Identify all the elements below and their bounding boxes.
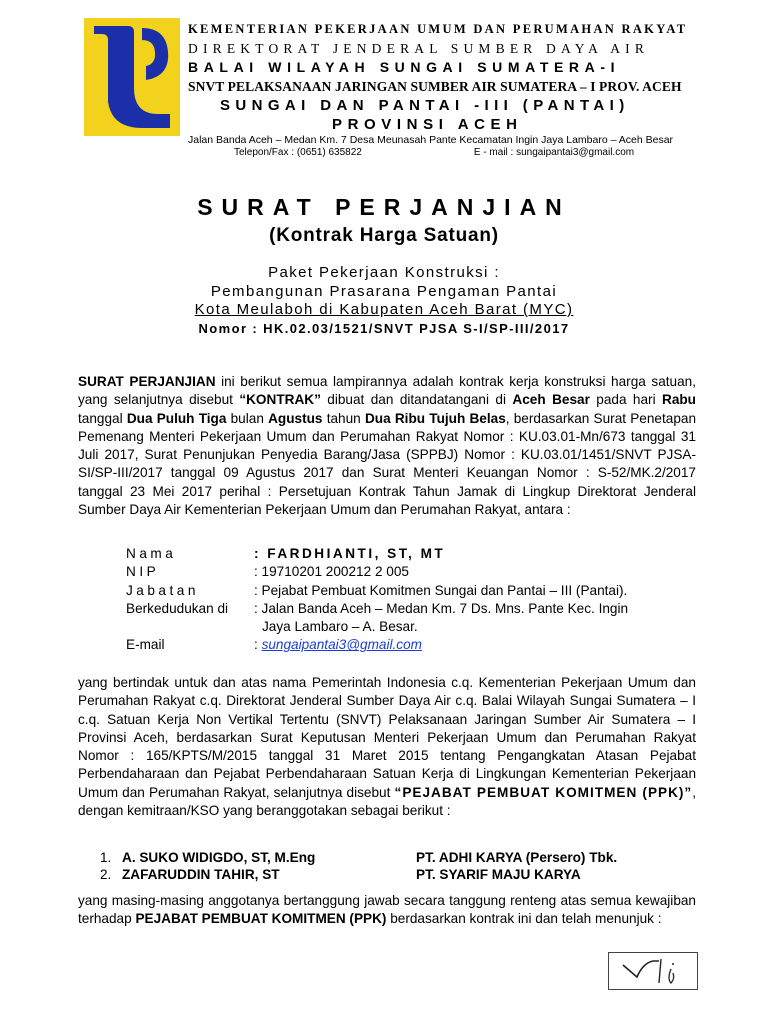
closing-paragraph: yang masing-masing anggotanya bertanggung jawab secara tanggung renteng atas semua kewajiban terhadap PEJABAT PEMBUAT KOMITMEN (PPK) berdasarkan kontrak ini dan telah menunjuk : [78,893,696,927]
snvt-name: SNVT PELAKSANAAN JARINGAN SUMBER AIR SUMATERA – I PROV. ACEH [188,79,682,94]
contract-number: Nomor : HK.02.03/1521/SNVT PJSA S-I/SP-III/2017 [198,320,570,336]
opening-paragraph: SURAT PERJANJIAN ini berikut semua lampirannya adalah kontrak kerja konstruksi harga satuan, yang selanjutnya disebut “KONTRAK” dibuat dan ditandatangani di Aceh Besar pada hari Rabu tanggal Dua Puluh Tiga bulan Agustus tahun Dua Ribu Tujuh Belas, berdasarkan Surat Penetapan Pemenang Menteri Pekerjaan Umum dan Perumahan Rakyat Nomor : KU.03.01-Mn/673 tanggal 31 Juli 2017, Surat Penunjukan Penyedia Barang/Jasa (SPPBJ) Nomor : KU.03.01/1451/SNVT PJSA-SI/SP-III/2017 tanggal 09 Agustus 2017 dan Surat Menteri Keuangan Nomor : S-52/MK.2/2017 tanggal 23 Mei 2017 perihal : Persetujuan Kontrak Tahun Jamak di Lingkup Direktorat Jenderal Sumber Daya Air Kementerian Pekerjaan Umum dan Perumahan Rakyat, antara : [78,374,697,518]
list-item: 1. A. SUKO WIDIGDO, ST, M.Eng PT. ADHI KARYA (Persero) Tbk. [100,850,618,865]
member-name: ZAFARUDDIN TAHIR, ST [122,867,280,882]
field-value: : 19710201 200212 2 005 [254,564,409,580]
letterhead-phone: Telepon/Fax : (0651) 635822 [234,147,362,158]
field-value: : sungaipantai3@gmail.com [254,637,422,653]
authority-paragraph: yang bertindak untuk dan atas nama Pemerintah Indonesia c.q. Kementerian Pekerjaan Umum dan Perumahan Rakyat c.q. Direktorat Jenderal Sumber Daya Air c.q. Balai Wilayah Sungai Sumatera – I c.q. Satuan Kerja Non Vertikal Tertentu (SNVT) Pelaksanaan Jaringan Sumber Air Sumatera – I Provinsi Aceh, berdasarkan Surat Keputusan Menteri Pekerjaan Umum dan Perumahan Rakyat Nomor : 165/KPTS/M/2015 tanggal 31 Maret 2015 tentang Pengangkatan Atasan Pejabat Perbendaharaan dan Pejabat Perbendaharaan Satuan Kerja di Lingkungan Kementerian Pekerjaan Umum dan Perumahan Rakyat, selanjutnya disebut “PEJABAT PEMBUAT KOMITMEN (PPK)”, dengan kemitraan/KSO yang beranggotakan sebagai berikut : [78,675,696,819]
member-company: PT. SYARIF MAJU KARYA [416,867,581,882]
field-label: Jabatan [126,582,199,598]
package-block [0,264,768,338]
letterhead [188,20,710,159]
field-row-nama [126,545,694,563]
kso-members [100,849,617,883]
pupr-logo [84,18,180,136]
field-label: Nama [126,546,177,561]
document-title: SURAT PERJANJIAN [197,194,571,220]
package-label: Paket Pekerjaan Konstruksi : [268,264,500,281]
field-row-jabatan [126,582,694,600]
official-identity [126,545,694,655]
field-value: : FARDHIANTI, ST, MT [254,546,446,561]
letterhead-email: E - mail : sungaipantai3@gmail.com [473,147,635,158]
email-link[interactable]: sungaipantai3@gmail.com [261,637,422,653]
field-label: E-mail [126,637,165,653]
package-name-line2: Kota Meulaboh di Kabupaten Aceh Barat (MYC) [194,301,574,318]
member-name: A. SUKO WIDIGDO, ST, M.Eng [122,850,316,865]
directorate-name: DIREKTORAT JENDERAL SUMBER DAYA AIR [188,41,650,56]
field-row-kedudukan [126,600,694,637]
member-company: PT. ADHI KARYA (Persero) Tbk. [416,850,618,865]
field-value: : Jalan Banda Aceh – Medan Km. 7 Ds. Mns. Pante Kec. Ingin Jaya Lambaro – A. Besar. [254,600,629,635]
list-item: 2. ZAFARUDDIN TAHIR, ST PT. SYARIF MAJU KARYA [100,867,581,882]
field-value: : Pejabat Pembuat Komitmen Sungai dan Pantai – III (Pantai). [254,582,628,598]
balai-name: BALAI WILAYAH SUNGAI SUMATERA-I [188,59,621,75]
letterhead-contact [188,147,710,159]
paraf-signature-box [608,952,698,990]
province-name: PROVINSI ACEH [332,116,523,133]
ministry-name: KEMENTERIAN PEKERJAAN UMUM DAN PERUMAHAN RAKYAT [188,22,688,36]
letterhead-address: Jalan Banda Aceh – Medan Km. 7 Desa Meunasah Pante Kecamatan Ingin Jaya Lambaro – Aceh Besar [188,134,674,146]
unit-name: SUNGAI DAN PANTAI -III (PANTAI) [220,97,630,114]
package-name-line1: Pembangunan Prasarana Pengaman Pantai [210,282,558,300]
field-row-email [126,636,694,654]
field-row-nip [126,563,694,581]
field-label: NIP [126,564,160,580]
document-subtitle: (Kontrak Harga Satuan) [269,225,499,246]
field-label: Berkedudukan di [126,600,229,616]
